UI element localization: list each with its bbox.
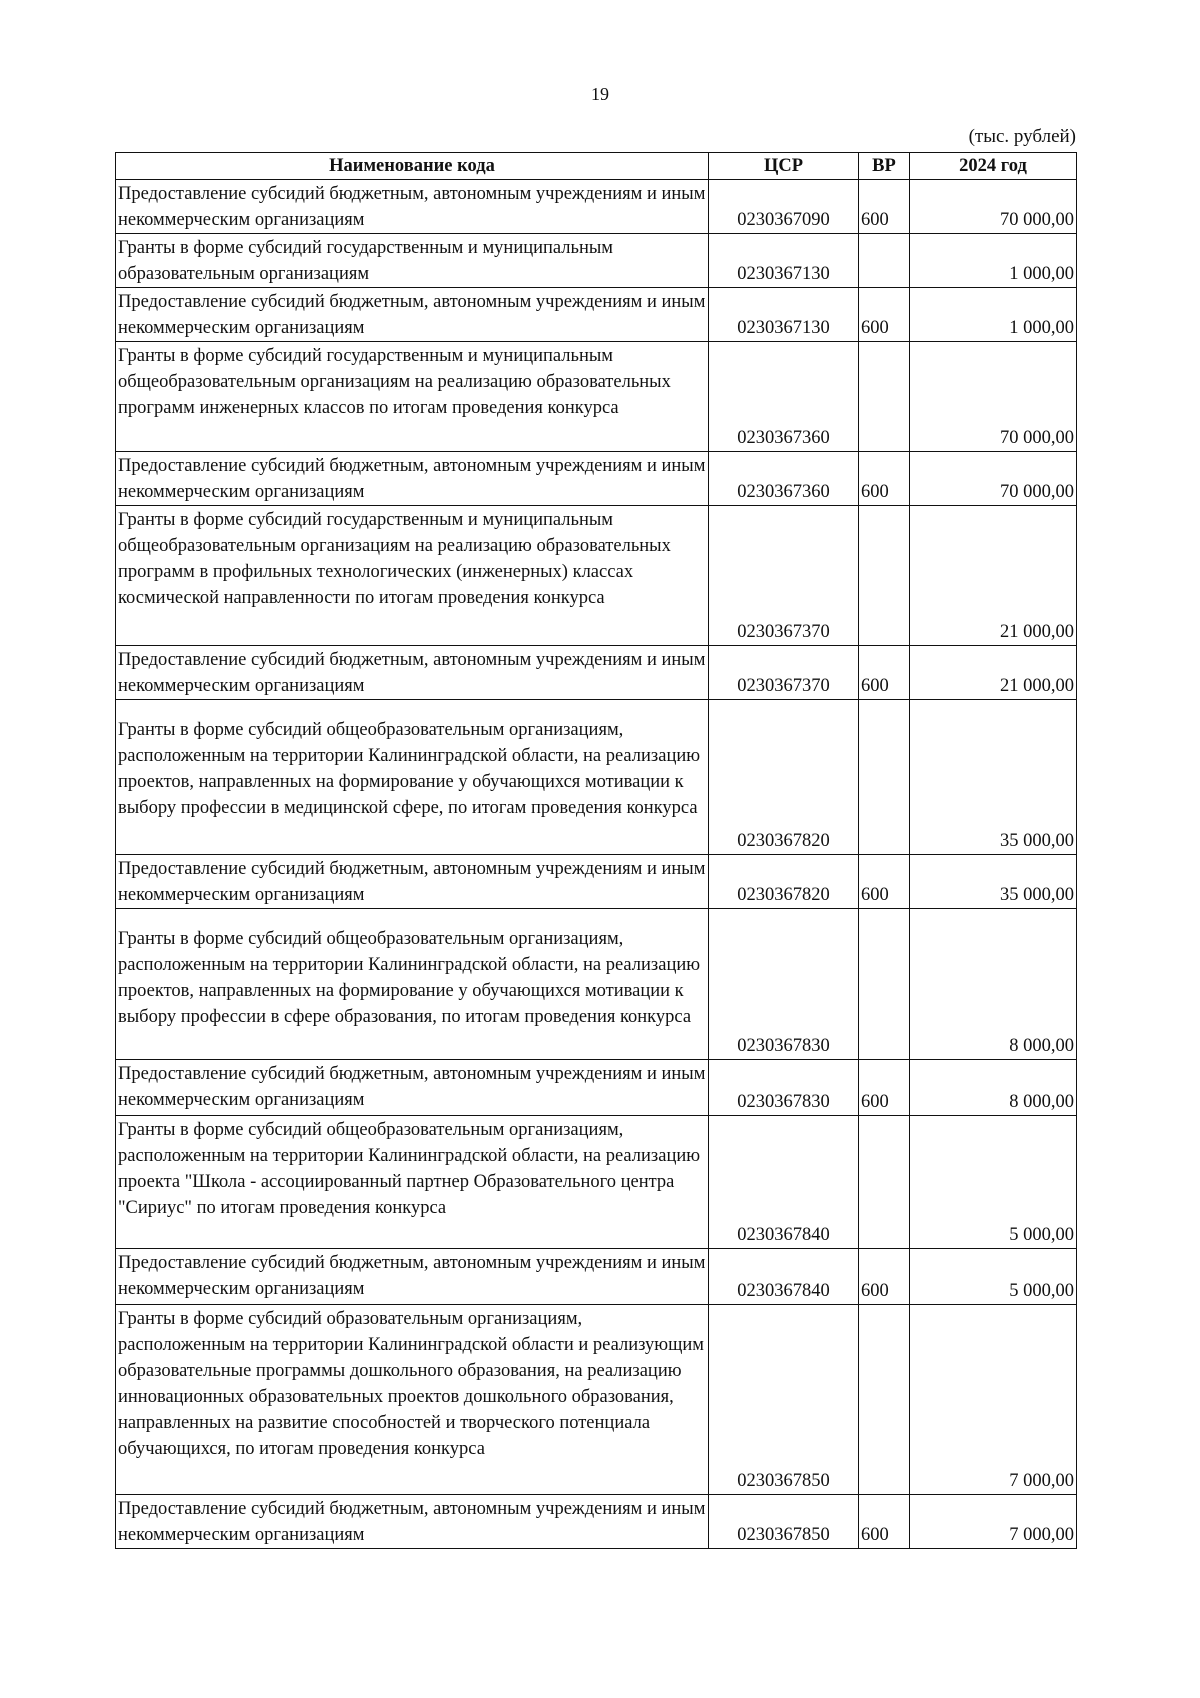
table-row	[116, 1305, 1077, 1495]
row-csr: 0230367840	[709, 1249, 859, 1305]
row-amount: 7 000,00	[910, 1495, 1077, 1549]
table-body	[116, 180, 1077, 1549]
budget-table	[115, 152, 1077, 1549]
row-csr: 0230367130	[709, 234, 859, 288]
header-name: Наименование кода	[116, 153, 709, 180]
row-csr: 0230367820	[709, 855, 859, 909]
row-vr	[859, 234, 910, 288]
row-vr: 600	[859, 1249, 910, 1305]
row-amount: 70 000,00	[910, 342, 1077, 452]
row-amount: 1 000,00	[910, 234, 1077, 288]
row-name: Предоставление субсидий бюджетным, автономным учреждениям и иным некоммерческим организациям	[116, 646, 709, 700]
row-csr: 0230367850	[709, 1305, 859, 1495]
row-vr	[859, 700, 910, 855]
row-amount: 8 000,00	[910, 909, 1077, 1060]
row-name: Предоставление субсидий бюджетным, автономным учреждениям и иным некоммерческим организациям	[116, 288, 709, 342]
header-csr: ЦСР	[709, 153, 859, 180]
row-name: Гранты в форме субсидий общеобразовательным организациям, расположенным на территории Калининградской области, на реализацию проектов, направленных на формирование у обучающихся мотивации к выбору профессии в медицинской сфере, по итогам проведения конкурса	[116, 700, 709, 855]
table-row	[116, 234, 1077, 288]
row-vr: 600	[859, 855, 910, 909]
units-label: (тыс. рублей)	[968, 126, 1076, 147]
row-csr: 0230367850	[709, 1495, 859, 1549]
header-vr: ВР	[859, 153, 910, 180]
row-amount: 35 000,00	[910, 700, 1077, 855]
table-row	[116, 506, 1077, 646]
row-name: Предоставление субсидий бюджетным, автономным учреждениям и иным некоммерческим организациям	[116, 1495, 709, 1549]
row-amount: 7 000,00	[910, 1305, 1077, 1495]
table-row	[116, 1249, 1077, 1305]
row-amount: 35 000,00	[910, 855, 1077, 909]
row-csr: 0230367090	[709, 180, 859, 234]
row-name: Предоставление субсидий бюджетным, автономным учреждениям и иным некоммерческим организациям	[116, 855, 709, 909]
row-vr: 600	[859, 646, 910, 700]
row-amount: 70 000,00	[910, 452, 1077, 506]
row-vr	[859, 342, 910, 452]
row-vr: 600	[859, 1060, 910, 1116]
row-vr	[859, 1305, 910, 1495]
row-amount: 70 000,00	[910, 180, 1077, 234]
table-row	[116, 855, 1077, 909]
row-vr: 600	[859, 452, 910, 506]
row-csr: 0230367830	[709, 909, 859, 1060]
table-row	[116, 1495, 1077, 1549]
row-vr	[859, 909, 910, 1060]
row-amount: 21 000,00	[910, 506, 1077, 646]
table-row	[116, 646, 1077, 700]
row-vr: 600	[859, 288, 910, 342]
row-name: Предоставление субсидий бюджетным, автономным учреждениям и иным некоммерческим организациям	[116, 180, 709, 234]
table-row	[116, 180, 1077, 234]
row-name: Гранты в форме субсидий образовательным организациям, расположенным на территории Калининградской области и реализующим образовательные программы дошкольного образования, на реализацию инновационных образовательных проектов дошкольного образования, направленных на развитие способностей и творческого потенциала обучающихся, по итогам проведения конкурса	[116, 1305, 709, 1495]
table-row	[116, 342, 1077, 452]
row-vr: 600	[859, 1495, 910, 1549]
table-row	[116, 909, 1077, 1060]
row-name: Гранты в форме субсидий государственным и муниципальным общеобразовательным организациям на реализацию образовательных программ в профильных технологических (инженерных) классах космической направленности по итогам проведения конкурса	[116, 506, 709, 646]
header-year: 2024 год	[910, 153, 1077, 180]
page-number: 19	[591, 84, 609, 104]
row-name: Гранты в форме субсидий общеобразовательным организациям, расположенным на территории Калининградской области, на реализацию проекта "Школа - ассоциированный партнер Образовательного центра "Сириус" по итогам проведения конкурса	[116, 1116, 709, 1249]
row-amount: 8 000,00	[910, 1060, 1077, 1116]
table-row	[116, 700, 1077, 855]
table-header-row	[116, 153, 1077, 180]
row-csr: 0230367830	[709, 1060, 859, 1116]
row-name: Гранты в форме субсидий общеобразовательным организациям, расположенным на территории Калининградской области, на реализацию проектов, направленных на формирование у обучающихся мотивации к выбору профессии в сфере образования, по итогам проведения конкурса	[116, 909, 709, 1060]
table-row	[116, 288, 1077, 342]
table-row	[116, 1060, 1077, 1116]
row-name: Гранты в форме субсидий государственным и муниципальным общеобразовательным организациям на реализацию образовательных программ инженерных классов по итогам проведения конкурса	[116, 342, 709, 452]
row-name: Предоставление субсидий бюджетным, автономным учреждениям и иным некоммерческим организациям	[116, 1249, 709, 1305]
table-row	[116, 1116, 1077, 1249]
row-amount: 5 000,00	[910, 1249, 1077, 1305]
row-vr	[859, 1116, 910, 1249]
table-row	[116, 452, 1077, 506]
row-amount: 1 000,00	[910, 288, 1077, 342]
row-csr: 0230367370	[709, 506, 859, 646]
row-csr: 0230367360	[709, 452, 859, 506]
row-name: Предоставление субсидий бюджетным, автономным учреждениям и иным некоммерческим организациям	[116, 452, 709, 506]
row-name: Предоставление субсидий бюджетным, автономным учреждениям и иным некоммерческим организациям	[116, 1060, 709, 1116]
row-csr: 0230367130	[709, 288, 859, 342]
row-csr: 0230367820	[709, 700, 859, 855]
row-name: Гранты в форме субсидий государственным и муниципальным образовательным организациям	[116, 234, 709, 288]
row-amount: 5 000,00	[910, 1116, 1077, 1249]
row-csr: 0230367360	[709, 342, 859, 452]
row-csr: 0230367840	[709, 1116, 859, 1249]
row-csr: 0230367370	[709, 646, 859, 700]
row-vr: 600	[859, 180, 910, 234]
row-vr	[859, 506, 910, 646]
row-amount: 21 000,00	[910, 646, 1077, 700]
